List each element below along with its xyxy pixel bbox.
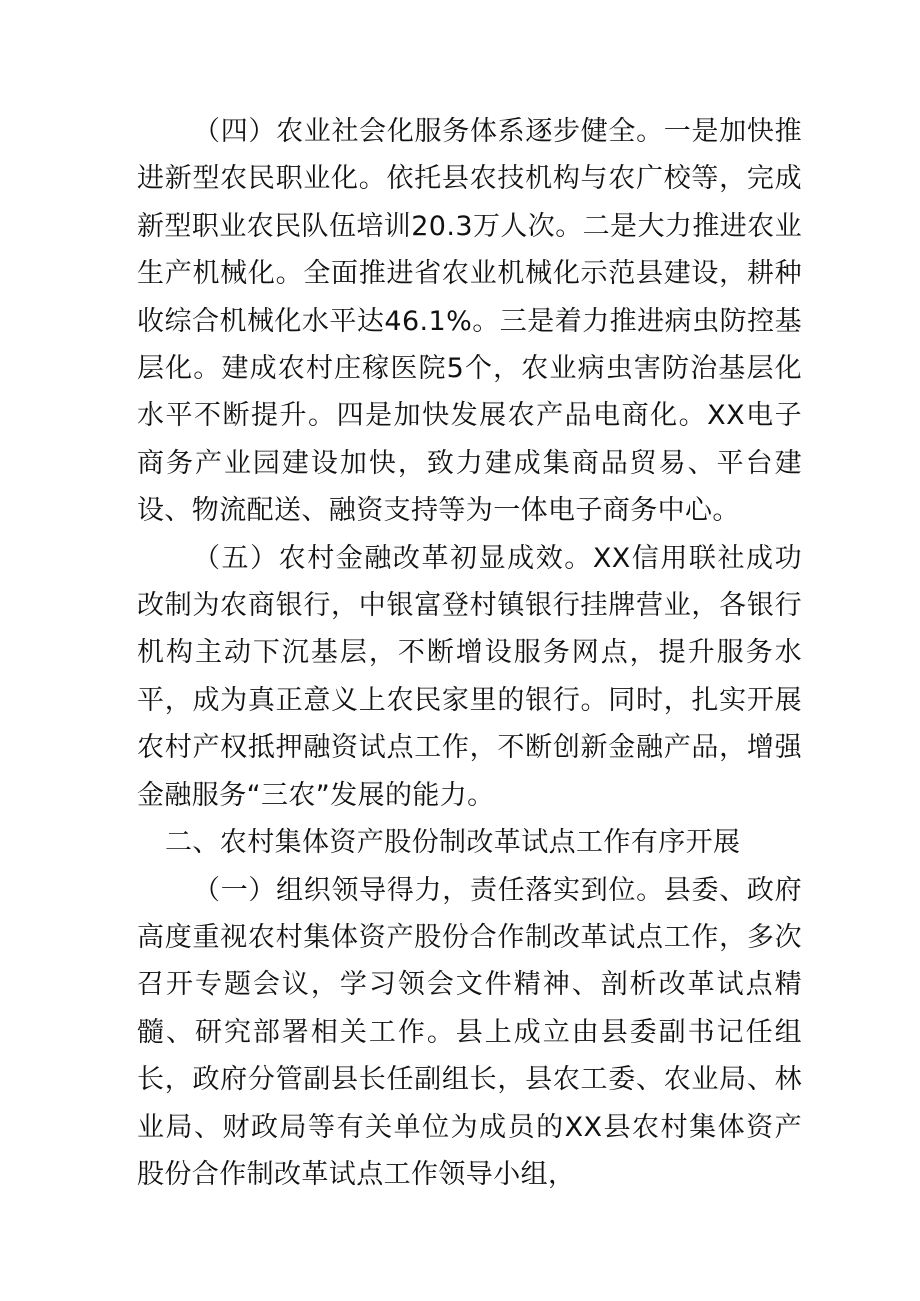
paragraph-agri-social-services: （四）农业社会化服务体系逐步健全。一是加快推进新型农民职业化。依托县农技机构与农广校等，完成新型职业农民队伍培训20.3万人次。二是大力推进农业生产机械化。全面推进省农业机械化示范县建设，耕种收综合机械化水平达46.1%。三是着力推进病虫防控基层化。建成农村庄稼医院5个，农业病虫害防治基层化水平不断提升。四是加快发展农产品电商化。XX电子商务产业园建设加快，致力建成集商品贸易、平台建设、物流配送、融资支持等为一体电子商务中心。 [137,116,802,527]
paragraph-organization-leadership: （一）组织领导得力，责任落实到位。县委、政府高度重视农村集体资产股份合作制改革试点工作，多次召开专题会议，学习领会文件精神、剖析改革试点精髓、研究部署相关工作。县上成立由县委副书记任组长，政府分管副县长任副组长，县农工委、农业局、林业局、财政局等有关单位为成员的XX县农村集体资产股份合作制改革试点工作领导小组， [137,874,802,1190]
paragraph-rural-finance-reform: （五）农村金融改革初显成效。XX信用联社成功改制为农商银行，中银富登村镇银行挂牌营业，各银行机构主动下沉基层，不断增设服务网点，提升服务水平，成为真正意义上农民家里的银行。同时，扎实开展农村产权抵押融资试点工作，不断创新金融产品，增强金融服务“三农”发展的能力。 [137,542,802,811]
document-page [137,108,802,1198]
section-heading-collective-asset-reform: 二、农村集体资产股份制改革试点工作有序开展 [165,827,741,859]
